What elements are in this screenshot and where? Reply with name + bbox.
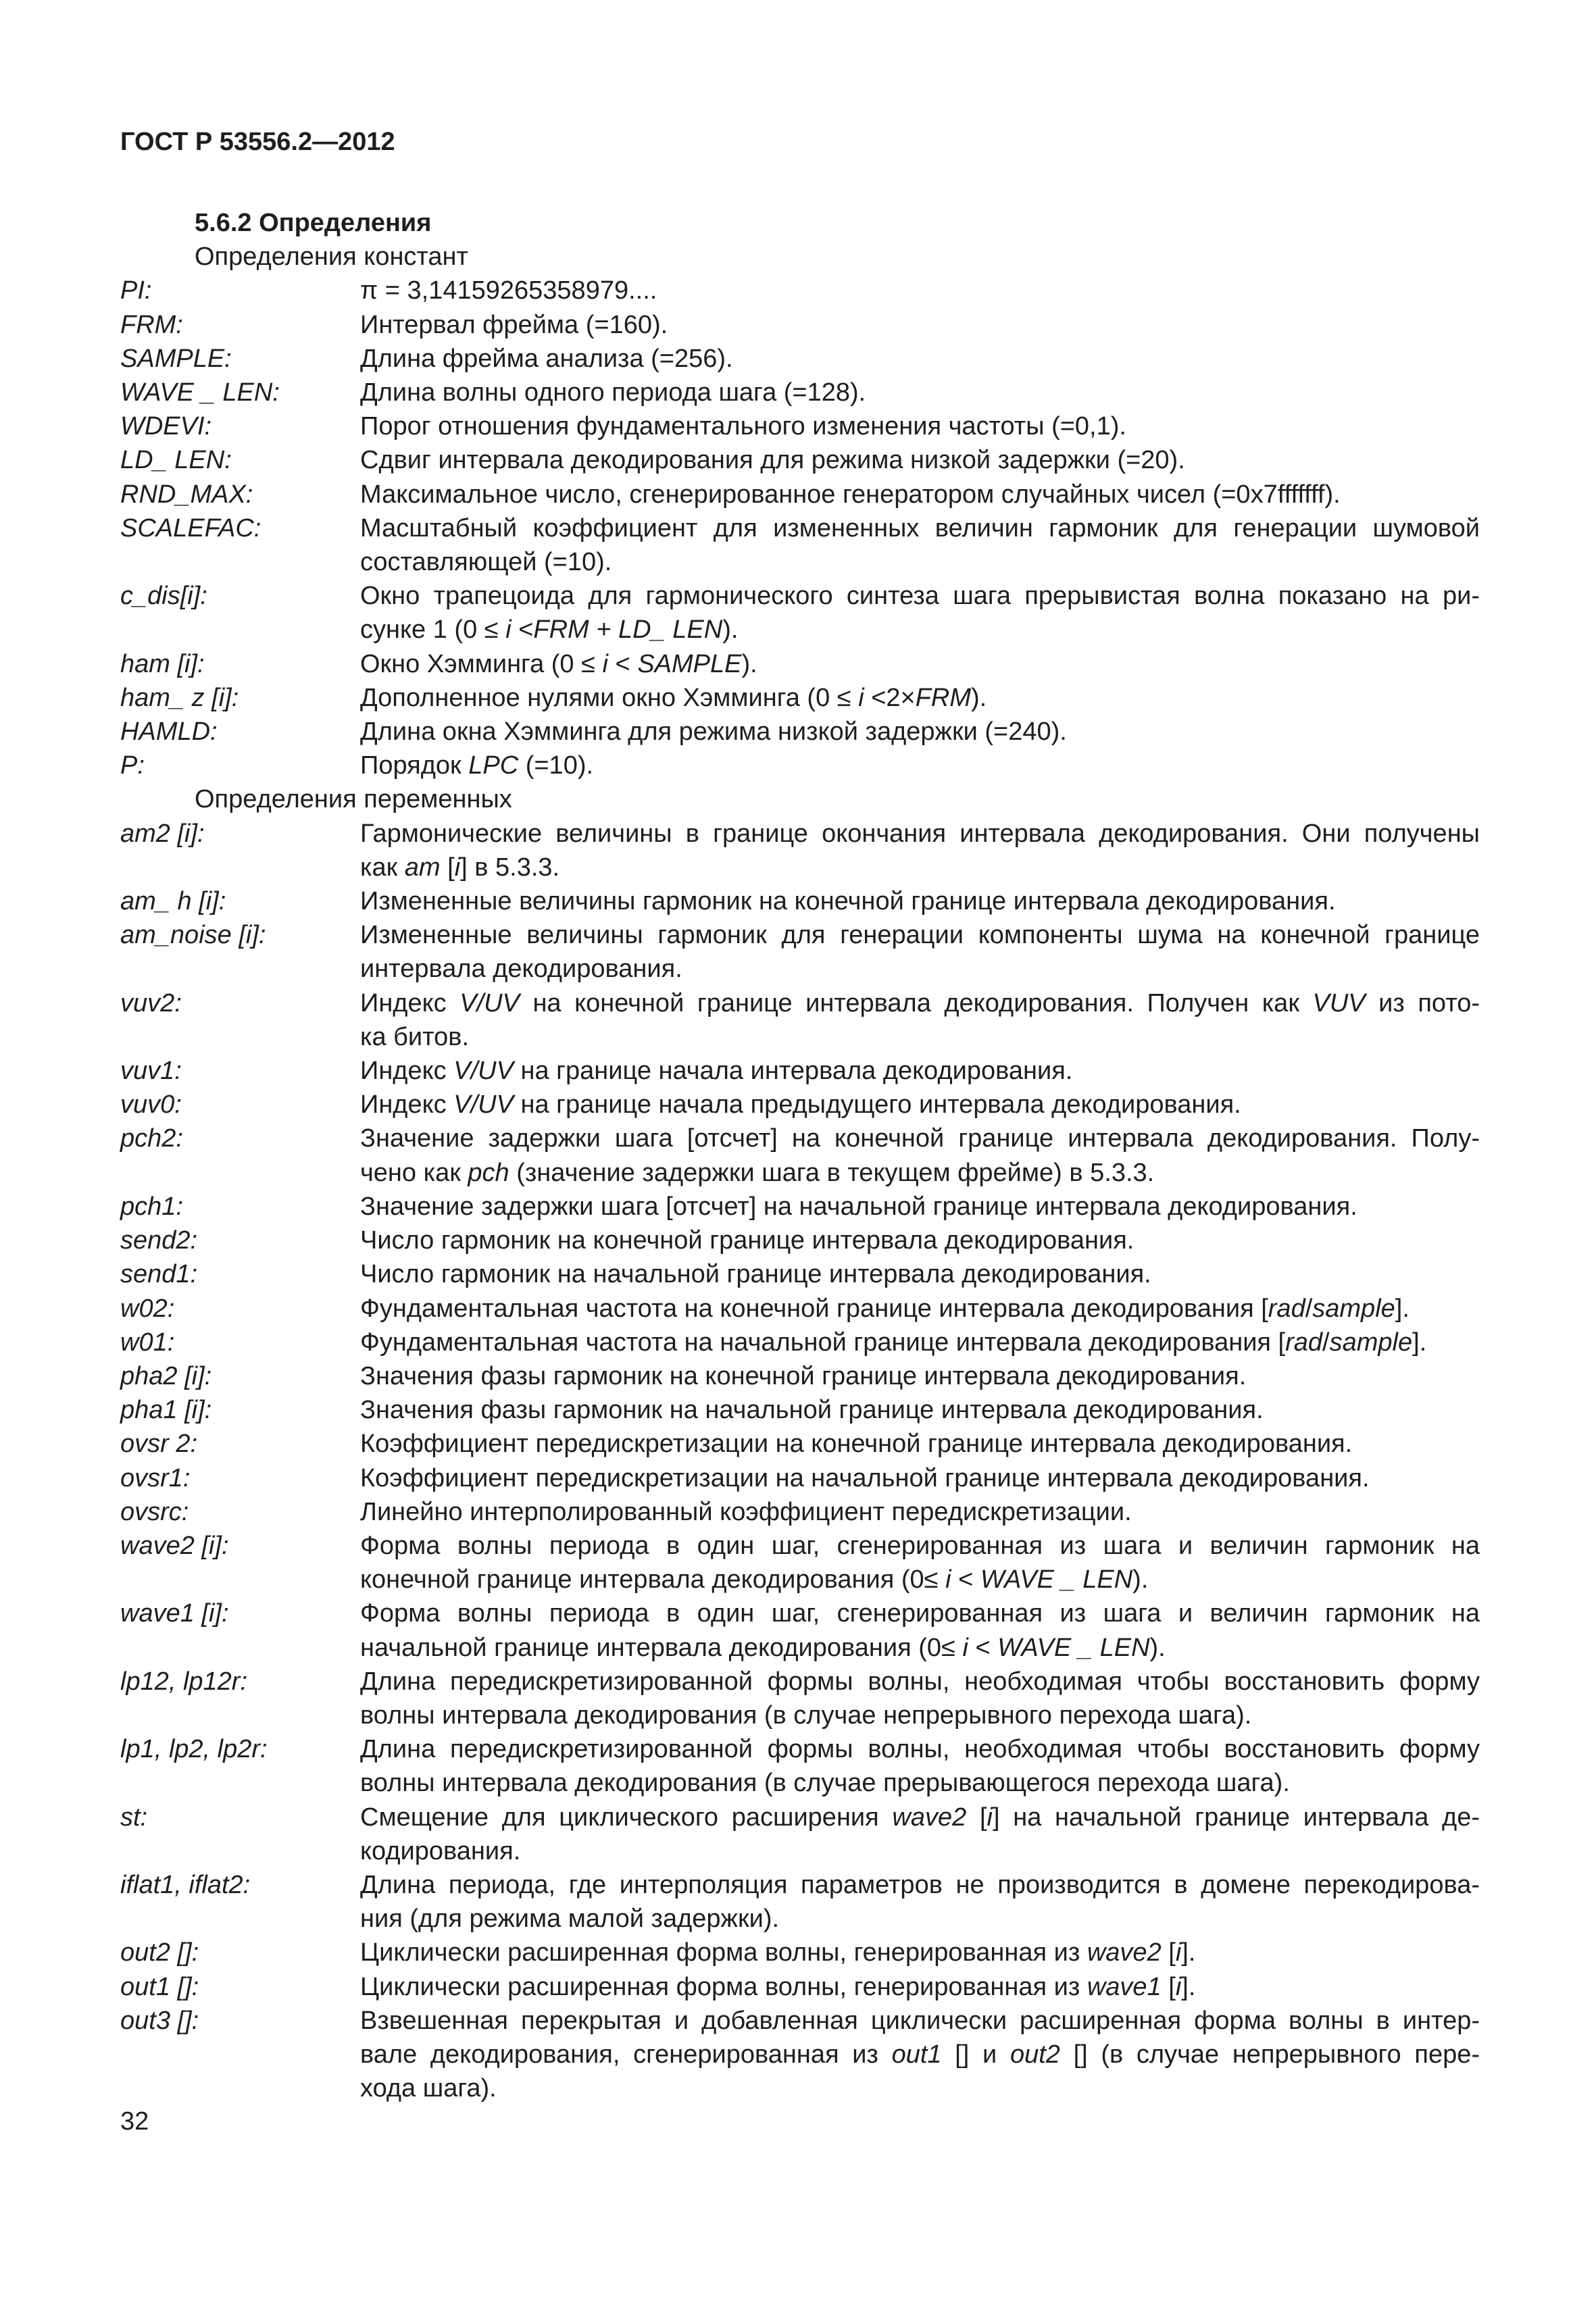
italic-symbol: sample xyxy=(1329,1328,1413,1357)
definition-row xyxy=(120,1190,1480,1224)
definition-text: Интервал фрейма (=160). xyxy=(360,310,668,339)
definition-text: ка битов. xyxy=(360,1022,469,1051)
definition-line xyxy=(360,1563,1480,1596)
definition-text: начальной границе интервала декодирования (0≤ xyxy=(360,1633,963,1662)
italic-symbol: wave2 xyxy=(892,1803,967,1832)
definition-line xyxy=(360,443,1480,477)
definition-line xyxy=(360,1868,1480,1902)
definition-line xyxy=(360,884,1480,918)
definition xyxy=(360,749,1480,782)
definition-row xyxy=(120,1936,1480,1969)
definition-text: ]. xyxy=(1181,1938,1196,1967)
definition-text: [ xyxy=(440,853,455,882)
term: out3 []: xyxy=(120,2006,199,2035)
definition-line xyxy=(360,1156,1480,1190)
definition-line xyxy=(360,1732,1480,1766)
term: ovsrc: xyxy=(120,1497,189,1526)
definition-line xyxy=(360,409,1480,443)
definition xyxy=(360,1257,1480,1291)
definition-row xyxy=(120,1257,1480,1291)
term: vuv1: xyxy=(120,1057,182,1086)
definition-line xyxy=(360,2004,1480,2038)
definition-line xyxy=(360,1359,1480,1393)
definition-text: Окно трапецоида для гармонического синтеза шага прерывистая волна показано на ри- xyxy=(360,582,1480,611)
definition-row xyxy=(120,308,1480,342)
definition-row xyxy=(120,409,1480,443)
definition xyxy=(360,681,1480,715)
definition-row xyxy=(120,376,1480,409)
italic-symbol: wave1 xyxy=(1087,1972,1162,2001)
definition-text: волны интервала декодирования (в случае прерывающегося перехода шага). xyxy=(360,1769,1290,1798)
term: out1 []: xyxy=(120,1972,199,2001)
definition-line xyxy=(360,681,1480,715)
definition-text: Длина передискретизированной формы волны, необходимая чтобы восстановить форму xyxy=(360,1667,1480,1696)
term: w01: xyxy=(120,1328,175,1357)
term: ovsr1: xyxy=(120,1463,191,1492)
italic-symbol: SAMPLE xyxy=(637,649,742,678)
definition-text: < xyxy=(608,649,638,678)
definition-text: Число гармоник на конечной границе интервала декодирования. xyxy=(360,1226,1134,1255)
definition-line xyxy=(360,749,1480,782)
term: wave1 [i]: xyxy=(120,1599,229,1628)
definition-text: Дополненное нулями окно Хэмминга (0 ≤ xyxy=(360,683,859,712)
definition-row xyxy=(120,579,1480,647)
definition-text: Смещение для циклического расширения xyxy=(360,1803,893,1832)
definition-row xyxy=(120,986,1480,1054)
definition-text: Окно Хэмминга (0 ≤ xyxy=(360,649,603,678)
definition-line xyxy=(360,342,1480,376)
italic-symbol: i xyxy=(602,649,608,678)
definition-row xyxy=(120,681,1480,715)
definition-row xyxy=(120,1596,1480,1664)
definition-row xyxy=(120,1970,1480,2004)
definition-line xyxy=(360,1902,1480,1936)
definition-text: [] (в случае непрерывного пере- xyxy=(1059,2040,1480,2069)
term: ham_ z [i]: xyxy=(120,683,239,712)
definition-text: (=10). xyxy=(518,751,594,780)
definition-line xyxy=(360,715,1480,749)
italic-symbol: WAVE _ LEN xyxy=(997,1633,1150,1662)
italic-symbol: V/UV xyxy=(459,988,520,1017)
definition-line xyxy=(360,1801,1480,1834)
term: lp1, lp2, lp2r: xyxy=(120,1735,268,1764)
italic-symbol: FRM + LD_ LEN xyxy=(533,615,723,645)
term: vuv2: xyxy=(120,988,182,1017)
definition-line xyxy=(360,613,1480,647)
definition xyxy=(360,511,1480,579)
definition-line xyxy=(360,1393,1480,1427)
definition-text: < xyxy=(511,615,534,645)
definition xyxy=(360,1224,1480,1257)
definition-line xyxy=(360,1665,1480,1699)
term: vuv0: xyxy=(120,1090,182,1120)
italic-symbol: out2 xyxy=(1009,2040,1060,2069)
term: iflat1, iflat2: xyxy=(120,1870,251,1899)
term: am2 [i]: xyxy=(120,819,205,848)
definition xyxy=(360,1427,1480,1461)
definition-text: Гармонические величины в границе окончания интервала декодирования. Они получены xyxy=(360,819,1480,848)
definition-text: Фундаментальная частота на начальной границе интервала декодирования [ xyxy=(360,1328,1286,1357)
definition-line xyxy=(360,1427,1480,1461)
definition-text: Порядок xyxy=(360,751,469,780)
definition xyxy=(360,478,1480,511)
definition xyxy=(360,1732,1480,1800)
definition-row xyxy=(120,1801,1480,1868)
definition-line xyxy=(360,1495,1480,1529)
term: wave2 [i]: xyxy=(120,1531,229,1560)
italic-symbol: i xyxy=(1175,1972,1182,2001)
term: P: xyxy=(120,751,145,780)
definition xyxy=(360,986,1480,1054)
definition-text: ] в 5.3.3. xyxy=(460,853,560,882)
definition-text: ). xyxy=(722,615,739,645)
definition xyxy=(360,1190,1480,1224)
italic-symbol: i xyxy=(858,683,864,712)
definition-text: интервала декодирования. xyxy=(360,955,682,984)
definition-row xyxy=(120,1461,1480,1495)
definitions-section xyxy=(120,206,1480,2105)
definition xyxy=(360,1326,1480,1359)
definition-line xyxy=(360,1834,1480,1868)
term: w02: xyxy=(120,1294,175,1323)
italic-symbol: i xyxy=(454,853,461,882)
definition-row xyxy=(120,1665,1480,1732)
italic-symbol: pch xyxy=(468,1158,509,1187)
definition-line xyxy=(360,1970,1480,2004)
standard-code-header: ГОСТ Р 53556.2—2012 xyxy=(120,128,395,156)
definition xyxy=(360,1970,1480,2004)
definition-row xyxy=(120,274,1480,307)
definition-row xyxy=(120,918,1480,986)
definition-text: Значение задержки шага [отсчет] на конечной границе интервала декодирования. Полу- xyxy=(360,1124,1480,1153)
definition-line xyxy=(360,1461,1480,1495)
definition-line xyxy=(360,1292,1480,1326)
definition-text: Измененные величины гармоник для генерации компоненты шума на конечной границе xyxy=(360,921,1480,950)
term: WDEVI: xyxy=(120,412,212,441)
definition-row xyxy=(120,1529,1480,1596)
definition-row xyxy=(120,1393,1480,1427)
term: pha1 [i]: xyxy=(120,1396,212,1425)
italic-symbol: am xyxy=(404,853,441,882)
definition xyxy=(360,1529,1480,1596)
definition-text: Порог отношения фундаментального изменения частоты (=0,1). xyxy=(360,412,1126,441)
definition-text: ]. xyxy=(1395,1294,1410,1323)
italic-symbol: i xyxy=(505,615,512,645)
definition-text: на границе начала интервала декодирования. xyxy=(513,1057,1073,1086)
definition-row xyxy=(120,1359,1480,1393)
definition-row xyxy=(120,1122,1480,1189)
definition-text: Максимальное число, сгенерированное генератором случайных чисел (=0x7fffffff). xyxy=(360,480,1341,509)
term: ham [i]: xyxy=(120,649,205,678)
definition-row xyxy=(120,1054,1480,1088)
definition-text: кодирования. xyxy=(360,1836,521,1865)
definition-text: хода шага). xyxy=(360,2074,497,2103)
definition-line xyxy=(360,1326,1480,1359)
definition-line xyxy=(360,1020,1480,1054)
definition-row xyxy=(120,342,1480,376)
definition-text: Коэффициент передискретизации на начальной границе интервала декодирования. xyxy=(360,1463,1370,1492)
definition-text: π = 3,14159265358979.... xyxy=(360,276,657,305)
italic-symbol: LPC xyxy=(468,751,519,780)
term: am_ h [i]: xyxy=(120,887,226,916)
definition xyxy=(360,918,1480,986)
definition-line xyxy=(360,817,1480,851)
term: FRM: xyxy=(120,310,183,339)
definition-line xyxy=(360,545,1480,579)
term: pha2 [i]: xyxy=(120,1361,212,1390)
definition-row xyxy=(120,443,1480,477)
definition-text: (значение задержки шага в текущем фрейме) в 5.3.3. xyxy=(509,1158,1155,1187)
variables-subheading: Определения переменных xyxy=(195,785,512,814)
term: st: xyxy=(120,1803,148,1832)
definition-line xyxy=(360,1596,1480,1630)
definition-text: Коэффициент передискретизации на конечной границе интервала декодирования. xyxy=(360,1430,1353,1459)
italic-symbol: FRM xyxy=(915,683,972,712)
definition-row xyxy=(120,884,1480,918)
definition xyxy=(360,443,1480,477)
definition-text: составляющей (=10). xyxy=(360,548,612,577)
definition-line xyxy=(360,647,1480,681)
term: send2: xyxy=(120,1226,198,1255)
definition-row xyxy=(120,1732,1480,1800)
definition xyxy=(360,409,1480,443)
definition-text: Циклически расширенная форма волны, генерированная из xyxy=(360,1972,1087,2001)
definition-text: ]. xyxy=(1181,1972,1196,2001)
definition-row xyxy=(120,1427,1480,1461)
definition-line xyxy=(360,1122,1480,1155)
definition xyxy=(360,817,1480,884)
term: HAMLD: xyxy=(120,718,218,747)
definition-text: на конечной границе интервала декодирования. Получен как xyxy=(519,988,1313,1017)
italic-symbol: i xyxy=(945,1565,951,1594)
definition xyxy=(360,579,1480,647)
definition-text: Сдвиг интервала декодирования для режима низкой задержки (=20). xyxy=(360,446,1185,475)
term: ovsr 2: xyxy=(120,1430,198,1459)
definition-row xyxy=(120,1292,1480,1326)
term: out2 []: xyxy=(120,1938,199,1967)
definition-text: Линейно интерполированный коэффициент передискретизации. xyxy=(360,1497,1132,1526)
definition-text: [ xyxy=(966,1803,987,1832)
italic-symbol: rad xyxy=(1285,1328,1323,1357)
definition-text: из пото- xyxy=(1365,988,1480,1017)
definition-text: Длина волны одного периода шага (=128). xyxy=(360,378,866,407)
definition-line xyxy=(360,986,1480,1020)
definition-text: Значения фазы гармоник на конечной границе интервала декодирования. xyxy=(360,1361,1247,1390)
definition-line xyxy=(360,2071,1480,2105)
definition-text: Индекс xyxy=(360,988,460,1017)
definition xyxy=(360,274,1480,307)
definition-line xyxy=(360,952,1480,986)
constants-subheading: Определения констант xyxy=(195,243,468,272)
definition-row xyxy=(120,1088,1480,1122)
definition-row xyxy=(120,1224,1480,1257)
italic-symbol: VUV xyxy=(1312,988,1366,1017)
definition-text: волны интервала декодирования (в случае непрерывного перехода шага). xyxy=(360,1701,1252,1730)
definition xyxy=(360,884,1480,918)
term: PI: xyxy=(120,276,152,305)
definition-row xyxy=(120,511,1480,579)
definition xyxy=(360,1054,1480,1088)
definition xyxy=(360,715,1480,749)
definition-text: ). xyxy=(971,683,987,712)
variables-list xyxy=(120,817,1480,2106)
page-number: 32 xyxy=(120,2107,149,2136)
definition-text: Длина окна Хэмминга для режима низкой задержки (=240). xyxy=(360,718,1067,747)
definition-line xyxy=(360,274,1480,307)
definition-text: Форма волны периода в один шаг, сгенерированная из шага и величин гармоник на xyxy=(360,1599,1480,1628)
definition-line xyxy=(360,308,1480,342)
definition-line xyxy=(360,2038,1480,2071)
definition-row xyxy=(120,1326,1480,1359)
italic-symbol: out1 xyxy=(891,2040,942,2069)
term: WAVE _ LEN: xyxy=(120,378,280,407)
definition-row xyxy=(120,2004,1480,2106)
definition-text: Значение задержки шага [отсчет] на начальной границе интервала декодирования. xyxy=(360,1192,1357,1221)
term: send1: xyxy=(120,1260,198,1289)
definition-row xyxy=(120,647,1480,681)
definition xyxy=(360,1122,1480,1189)
definition-text: ). xyxy=(1132,1565,1149,1594)
definition-text: сунке 1 (0 ≤ xyxy=(360,615,506,645)
term: RND_MAX: xyxy=(120,480,253,509)
definition-text: Длина передискретизированной формы волны, необходимая чтобы восстановить форму xyxy=(360,1735,1480,1764)
definition-text: [ xyxy=(1161,1972,1176,2001)
definition-text: ). xyxy=(1149,1633,1166,1662)
definition-line xyxy=(360,1190,1480,1224)
definition-text: Форма волны периода в один шаг, сгенерированная из шага и величин гармоник на xyxy=(360,1531,1480,1560)
definition-text: [ xyxy=(1161,1938,1176,1967)
definition xyxy=(360,1461,1480,1495)
definition-row xyxy=(120,749,1480,782)
term: lp12, lp12r: xyxy=(120,1667,248,1696)
definition-text: < xyxy=(968,1633,998,1662)
definition-text: Значения фазы гармоник на начальной границе интервала декодирования. xyxy=(360,1396,1264,1425)
definition-text: / xyxy=(1322,1328,1330,1357)
section-heading: 5.6.2 Определения xyxy=(195,209,432,237)
definition-text: Длина фрейма анализа (=256). xyxy=(360,344,733,373)
definition xyxy=(360,308,1480,342)
definition-line xyxy=(360,1936,1480,1969)
definition-text: Масштабный коэффициент для измененных величин гармоник для генерации шумовой xyxy=(360,513,1480,543)
definition-text: [] и xyxy=(941,2040,1010,2069)
definition-line xyxy=(360,1224,1480,1257)
definition-text: Фундаментальная частота на конечной границе интервала декодирования [ xyxy=(360,1294,1268,1323)
definition-row xyxy=(120,1495,1480,1529)
definition-text: Число гармоник на начальной границе интервала декодирования. xyxy=(360,1260,1151,1289)
definition-line xyxy=(360,1257,1480,1291)
definition-text: чено как xyxy=(360,1158,468,1187)
term: LD_ LEN: xyxy=(120,446,232,475)
definition-line xyxy=(360,1766,1480,1800)
definition-text: Индекс xyxy=(360,1057,454,1086)
definition xyxy=(360,1868,1480,1936)
definition-row xyxy=(120,715,1480,749)
definition-text: <2× xyxy=(864,683,916,712)
definition xyxy=(360,2004,1480,2106)
definition-text: Длина периода, где интерполяция параметров не производится в домене перекодирова- xyxy=(360,1870,1480,1899)
italic-symbol: sample xyxy=(1312,1294,1395,1323)
definition xyxy=(360,1801,1480,1868)
italic-symbol: i xyxy=(962,1633,968,1662)
definition xyxy=(360,1495,1480,1529)
italic-symbol: rad xyxy=(1268,1294,1305,1323)
definition-text: Индекс xyxy=(360,1090,454,1120)
definition-text: ]. xyxy=(1412,1328,1427,1357)
definition-text: ния (для режима малой задержки). xyxy=(360,1905,780,1934)
definition-line xyxy=(360,579,1480,613)
definition-line xyxy=(360,376,1480,409)
definition-text: / xyxy=(1305,1294,1313,1323)
definition xyxy=(360,647,1480,681)
definition-line xyxy=(360,1631,1480,1665)
definition-line xyxy=(360,1054,1480,1088)
definition-line xyxy=(360,511,1480,545)
definition-line xyxy=(360,1529,1480,1563)
term: c_dis[i]: xyxy=(120,582,207,611)
definition xyxy=(360,1292,1480,1326)
definition xyxy=(360,1596,1480,1664)
definition-text: ). xyxy=(741,649,757,678)
term: am_noise [i]: xyxy=(120,921,266,950)
italic-symbol: i xyxy=(1175,1938,1182,1967)
definition xyxy=(360,1936,1480,1969)
italic-symbol: wave2 xyxy=(1087,1938,1162,1967)
definition xyxy=(360,342,1480,376)
definition-text: на границе начала предыдущего интервала декодирования. xyxy=(513,1090,1241,1120)
definition-text: как xyxy=(360,853,405,882)
definition-row xyxy=(120,817,1480,884)
definition xyxy=(360,376,1480,409)
definition-text: вале декодирования, сгенерированная из xyxy=(360,2040,892,2069)
definition-line xyxy=(360,1088,1480,1122)
definition xyxy=(360,1359,1480,1393)
definition-text: ] на начальной границе интервала де- xyxy=(992,1803,1480,1832)
term: SCALEFAC: xyxy=(120,513,261,543)
definition-text: Взвешенная перекрытая и добавленная циклически расширенная форма волны в интер- xyxy=(360,2006,1480,2035)
italic-symbol: i xyxy=(987,1803,993,1832)
definition-row xyxy=(120,478,1480,511)
constants-list xyxy=(120,274,1480,782)
term: pch1: xyxy=(120,1192,183,1221)
definition-text: Циклически расширенная форма волны, генерированная из xyxy=(360,1938,1087,1967)
definition-row xyxy=(120,1868,1480,1936)
definition-line xyxy=(360,918,1480,952)
definition-text: < xyxy=(951,1565,980,1594)
definition xyxy=(360,1665,1480,1732)
term: SAMPLE: xyxy=(120,344,232,373)
definition-line xyxy=(360,478,1480,511)
term: pch2: xyxy=(120,1124,183,1153)
italic-symbol: WAVE _ LEN xyxy=(980,1565,1133,1594)
definition xyxy=(360,1088,1480,1122)
definition-text: конечной границе интервала декодирования (0≤ xyxy=(360,1565,946,1594)
italic-symbol: V/UV xyxy=(453,1090,514,1120)
definition xyxy=(360,1393,1480,1427)
definition-line xyxy=(360,1699,1480,1732)
definition-text: Измененные величины гармоник на конечной границе интервала декодирования. xyxy=(360,887,1336,916)
definition-line xyxy=(360,851,1480,884)
italic-symbol: V/UV xyxy=(453,1057,514,1086)
